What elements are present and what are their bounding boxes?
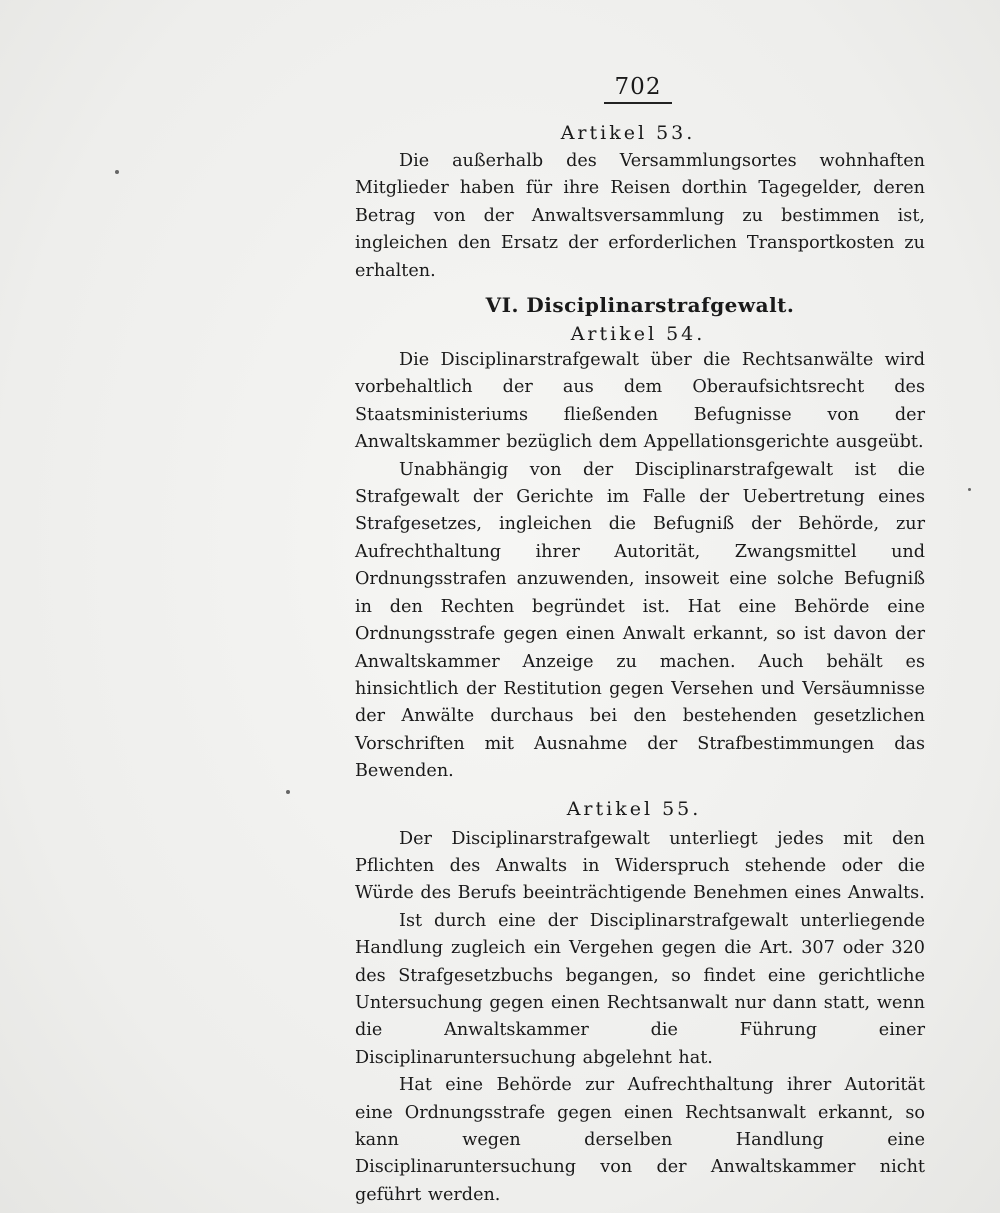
section-vi-heading: VI. Disciplinarstrafgewalt. bbox=[485, 293, 795, 318]
article-55-paragraph-3: Hat eine Behörde zur Aufrechthaltung ihrer Autorität eine Ordnungsstrafe gegen einen Rechtsanwalt erkannt, so kann wegen derselben Handlung eine Disciplinaruntersuchung von der Anwaltskammer nicht geführt werden. bbox=[355, 1075, 925, 1205]
article-55-heading: Artikel 55. bbox=[566, 797, 702, 820]
paper-speck bbox=[968, 488, 971, 491]
article-54-paragraph-2: Unabhängig von der Disciplinarstrafgewalt ist die Strafgewalt der Gerichte im Falle der Uebertretung eines Strafgesetzes, ingleichen die Befugniß der Behörde, zur Aufrechthaltung ihrer Autorität, Zwangsmittel und Ordnungsstrafen anzuwenden, insoweit eine solche Befugniß in den Rechten begründet ist. Hat eine Behörde eine Ordnungsstrafe gegen einen Anwalt erkannt, so ist davon der Anwaltskammer Anzeige zu machen. Auch behält es hinsichtlich der Restitution gegen Versehen und Versäumnisse der Anwälte durchaus bei den bestehenden gesetzlichen Vorschriften mit Ausnahme der Strafbestimmungen das Bewenden. bbox=[355, 459, 925, 782]
main-text bbox=[355, 118, 925, 1209]
page-number: 702 bbox=[604, 74, 672, 104]
paper-speck bbox=[286, 790, 290, 794]
article-53-heading: Artikel 53. bbox=[560, 122, 696, 144]
article-54-paragraph-1: Die Disciplinarstrafgewalt über die Rechtsanwälte wird vorbehaltlich der aus dem Oberaufsichtsrecht des Staatsministeriums fließenden Befugnisse von der Anwaltskammer bezüglich dem Appellationsgerichte ausgeübt. bbox=[355, 350, 925, 453]
article-54-heading: Artikel 54. bbox=[570, 323, 706, 346]
article-55-paragraph-2: Ist durch eine der Disciplinarstrafgewalt unterliegende Handlung zugleich ein Vergehen gegen die Art. 307 oder 320 des Strafgesetzbuchs begangen, so findet eine gerichtliche Untersuchung gegen einen Rechtsanwalt nur dann statt, wenn die Anwaltskammer die Führung einer Disciplinaruntersuchung abgelehnt hat. bbox=[355, 910, 925, 1068]
paper-speck bbox=[115, 170, 119, 174]
article-53-paragraph-1: Die außerhalb des Versammlungsortes wohnhaften Mitglieder haben für ihre Reisen dorthin Tagegelder, deren Betrag von der Anwaltsversammlung zu bestimmen ist, ingleichen den Ersatz der erforderlichen Transportkosten zu erhalten. bbox=[355, 151, 925, 281]
article-55-paragraph-1: Der Disciplinarstrafgewalt unterliegt jedes mit den Pflichten des Anwalts in Widerspruch stehende oder die Würde des Berufs beeinträchtigende Benehmen eines Anwalts. bbox=[355, 828, 925, 904]
